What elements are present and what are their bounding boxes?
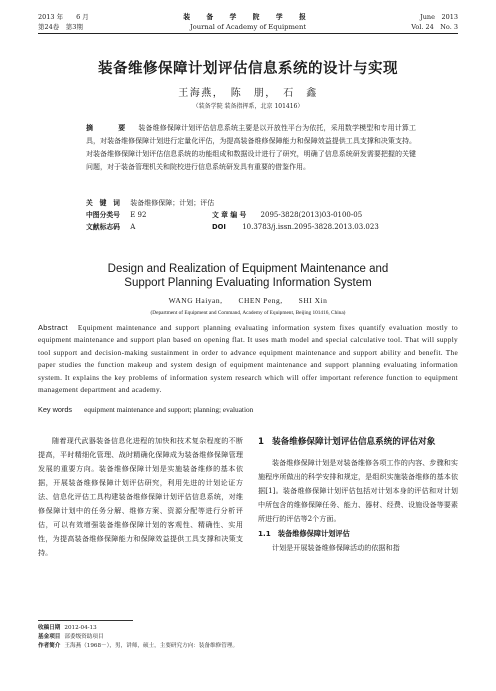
volume-number-cn: 第24卷 第3期 bbox=[38, 23, 83, 31]
title-en-line-1: Design and Realization of Equipment Maintenance and bbox=[107, 263, 389, 275]
section-1-title: 装备维修保障计划评估信息系统的评估对象 bbox=[272, 437, 436, 447]
abstract-en bbox=[38, 322, 458, 396]
section-1-heading bbox=[258, 434, 458, 450]
keywords-en-row bbox=[38, 405, 458, 414]
received-label: 收稿日期 bbox=[38, 625, 61, 631]
abstract-text-cn: 装备维修保障计划评估信息系统主要是以开放性平台为依托，采用数学模型和专用计算工具，对装备维修保障计划进行定量化评估，为提高装备维修保障能力和保障效益提供工具支撑和决策支持。对装备维修保障计划评估信息系统的功能组成和数据设计进行了研究，明确了信息系统研发需要把握的关键问题，对于装备管理机关和院校进行信息系统研发具有重要的借鉴作用。 bbox=[86, 124, 417, 171]
abstract-label-en: Abstract bbox=[38, 323, 68, 332]
lit-code-row bbox=[86, 221, 135, 233]
author-bio-row bbox=[38, 642, 238, 651]
clc-value: E 92 bbox=[130, 211, 147, 219]
keywords-label-en: Key words bbox=[38, 405, 73, 414]
doc-code-value: 2095-3828(2013)03-0100-05 bbox=[260, 211, 363, 219]
authors-cn: 王海燕， 陈 朋， 石 鑫 bbox=[178, 88, 318, 99]
doc-code-label: 文 章 编 号 bbox=[212, 211, 247, 219]
author-bio-label: 作者简介 bbox=[38, 643, 61, 649]
abstract-text-en: Equipment maintenance and support planning evaluating information system fixes quantify evaluation mostly to equipment maintenance and support plan based on opening flat. It uses math model and special calculative tool. That will supply tool support and decision-making sustainment in order to advance equipment maintenance and support ability and benefit. The paper studies the function makeup and system design of equipment maintenance and support planning evaluating information system. It explains the key problems of information system research which will offer important reference function to equipment management department and academy. bbox=[38, 323, 458, 395]
running-header-right bbox=[411, 12, 458, 32]
abstract-label-cn: 摘 要 bbox=[86, 123, 135, 132]
doi-row bbox=[212, 221, 379, 233]
received-date: 2012-04-13 bbox=[64, 625, 97, 631]
body-column-left bbox=[38, 434, 243, 560]
title-en-line-2: Support Planning Evaluating Information System bbox=[124, 277, 372, 289]
subsection-1-1-paragraph: 计划是开展装备维修保障活动的依据和指 bbox=[272, 543, 400, 552]
issue-date-en: June 2013 bbox=[420, 13, 458, 21]
fund-value: 部委级资助项目 bbox=[64, 634, 104, 640]
clc-label: 中图分类号 bbox=[86, 211, 120, 219]
author-bio: 王海燕（1968－），男，讲师，硕士，主要研究方向：装备维修管理。 bbox=[64, 643, 239, 649]
intro-paragraph: 随着现代武器装备信息化进程的加快和技术复杂程度的不断提高，平时精细化管理、战时精确化保障成为装备维修保障管理发展的重要方向。装备维修保障计划是实施装备维修的基本依据，开展装备维修保障计划评估研究，利用先进的计划论证方法、信息化评估工具构建装备维修保障计划评估信息系统，对维修保障计划中的任务分解、维修方案、资源分配等进行分析评估，可以有效增强装备维修保障计划的客观性、精确性、实用性，为提高装备维修保障能力和保障效益提供工具支撑和决策支持。 bbox=[38, 436, 243, 557]
keywords-en: equipment maintenance and support; planning; evaluation bbox=[84, 405, 254, 414]
footnote-rule bbox=[38, 620, 133, 621]
fund-row bbox=[38, 633, 238, 642]
doc-code-row bbox=[212, 209, 362, 221]
issue-date-cn: 2013 年 6 月 bbox=[38, 13, 89, 21]
footnote bbox=[38, 624, 238, 651]
affiliation-en: (Department of Equipment and Command, Academy of Equipment, Beijing 101416, China) bbox=[150, 310, 346, 316]
header-rule bbox=[38, 33, 458, 34]
doi-value: 10.3783/j.issn.2095-3828.2013.03.023 bbox=[242, 223, 379, 231]
section-1-paragraph: 装备维修保障计划是对装备维修各项工作的内容、步骤和实施程序所做出的科学安排和规定，是组织实施装备维修的基本依据[1]。装备维修保障计划评估包括对计划本身的评估和对计划中所包含的维修保障任务、能力、器材、经费、设施设备等要素所进行的评估等2个方面。 bbox=[258, 458, 458, 523]
lit-code-label: 文献标志码 bbox=[86, 223, 120, 231]
section-1-number: 1 bbox=[258, 437, 264, 447]
fund-label: 基金项目 bbox=[38, 634, 61, 640]
authors-en: WANG Haiyan, CHEN Peng, SHI Xin bbox=[168, 296, 328, 305]
article-title-en bbox=[0, 262, 496, 290]
abstract-cn bbox=[86, 121, 416, 174]
keywords-cn-row bbox=[86, 197, 214, 209]
lit-code-value: A bbox=[130, 223, 136, 231]
subsection-1-1-heading: 1.1 装备维修保障计划评估 bbox=[258, 529, 350, 538]
volume-number-en: Vol. 24 No. 3 bbox=[411, 23, 458, 31]
doi-label: DOI bbox=[212, 223, 226, 231]
body-column-right bbox=[258, 434, 458, 555]
journal-name-cn: 装 备 学 院 学 报 bbox=[183, 13, 313, 21]
clc-row bbox=[86, 209, 146, 221]
affiliation-cn: （装备学院 装备指挥系，北京 101416） bbox=[192, 103, 304, 110]
keywords-label-cn: 关 键 词 bbox=[86, 199, 120, 207]
received-row bbox=[38, 624, 238, 633]
journal-name-en: Journal of Academy of Equipment bbox=[189, 23, 307, 31]
article-title-cn: 装备维修保障计划评估信息系统的设计与实现 bbox=[98, 61, 398, 77]
keywords-cn: 装备维修保障；计划；评估 bbox=[130, 199, 215, 207]
